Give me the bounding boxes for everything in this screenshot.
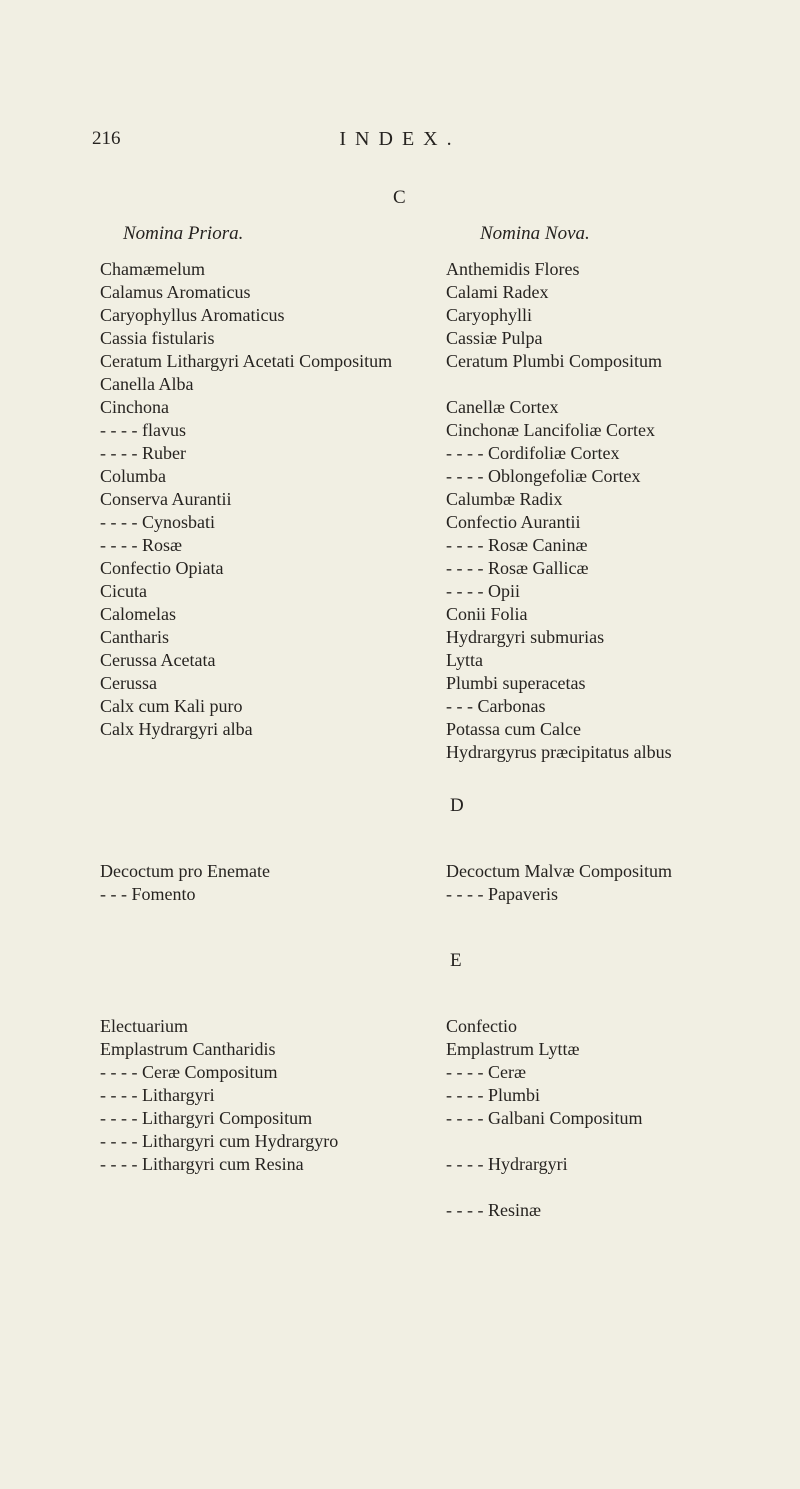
list-item: Calomelas	[100, 604, 176, 624]
list-item: Cerussa Acetata	[100, 650, 216, 670]
list-item: Emplastrum Lyttæ	[446, 1039, 580, 1059]
list-item: - - - - Opii	[446, 581, 520, 601]
section-d-old-names-list	[100, 860, 425, 906]
section-c-new-names-list	[446, 258, 776, 764]
list-item: - - - - flavus	[100, 420, 186, 440]
list-item: - - - - Lithargyri Compositum	[100, 1108, 313, 1128]
section-letter-c: C	[393, 187, 406, 208]
list-item: - - - - Lithargyri cum Hydrargyro	[100, 1131, 339, 1151]
page-number: 216	[92, 128, 121, 149]
list-item: - - - - Rosæ Gallicæ	[446, 558, 589, 578]
list-item: Plumbi superacetas	[446, 673, 586, 693]
list-item: Cinchonæ Lancifoliæ Cortex	[446, 420, 655, 440]
list-item: - - - - Papaveris	[446, 884, 558, 904]
list-item: Cassiæ Pulpa	[446, 328, 543, 348]
list-item: Caryophylli	[446, 305, 532, 325]
column-heading-new-names: Nomina Nova.	[480, 223, 590, 244]
list-item: Emplastrum Cantharidis	[100, 1039, 276, 1059]
list-item: Lytta	[446, 650, 483, 670]
list-item	[446, 1176, 776, 1199]
list-item: Canellæ Cortex	[446, 397, 559, 417]
list-item: Calumbæ Radix	[446, 489, 563, 509]
list-item: Decoctum Malvæ Compositum	[446, 861, 672, 881]
list-item: Cantharis	[100, 627, 169, 647]
section-e-new-names-list	[446, 1015, 776, 1222]
section-e-old-names-list	[100, 1015, 345, 1176]
list-item: Calx Hydrargyri alba	[100, 719, 253, 739]
list-item: Calami Radex	[446, 282, 549, 302]
list-item: - - - - Resinæ	[446, 1200, 541, 1220]
list-item: Confectio	[446, 1016, 517, 1036]
list-item: Cerussa	[100, 673, 157, 693]
list-item: Confectio Opiata	[100, 558, 224, 578]
list-item: Canella Alba	[100, 374, 194, 394]
list-item: Columba	[100, 466, 166, 486]
list-item: - - - - Oblongefoliæ Cortex	[446, 466, 641, 486]
list-item: Caryophyllus Aromaticus	[100, 305, 285, 325]
list-item: - - - - Galbani Compositum	[446, 1108, 643, 1128]
list-item	[446, 1130, 776, 1153]
list-item: - - - - Rosæ	[100, 535, 182, 555]
list-item: - - - - Cordifoliæ Cortex	[446, 443, 620, 463]
running-head: INDEX.	[339, 128, 461, 150]
list-item: Ceratum Lithargyri Acetati Compositum	[100, 351, 393, 371]
list-item: - - - Fomento	[100, 884, 196, 904]
list-item	[446, 373, 776, 396]
list-item: - - - - Lithargyri cum Resina	[100, 1154, 304, 1174]
list-item: - - - Carbonas	[446, 696, 546, 716]
list-item: - - - - Rosæ Caninæ	[446, 535, 588, 555]
list-item: - - - - Cynosbati	[100, 512, 215, 532]
list-item: - - - - Ceræ	[446, 1062, 526, 1082]
list-item: Cicuta	[100, 581, 147, 601]
list-item: - - - - Ruber	[100, 443, 186, 463]
list-item: Potassa cum Calce	[446, 719, 581, 739]
list-item: Cinchona	[100, 397, 169, 417]
list-item: Confectio Aurantii	[446, 512, 581, 532]
list-item: Conserva Aurantii	[100, 489, 232, 509]
list-item: Hydrargyrus præcipitatus albus	[446, 742, 672, 762]
section-letter-d: D	[450, 795, 464, 816]
column-heading-old-names: Nomina Priora.	[123, 223, 244, 244]
list-item: - - - - Lithargyri	[100, 1085, 215, 1105]
list-item: Calamus Aromaticus	[100, 282, 251, 302]
list-item: Chamæmelum	[100, 259, 205, 279]
list-item: Decoctum pro Enemate	[100, 861, 270, 881]
list-item: Ceratum Plumbi Compositum	[446, 351, 663, 371]
list-item: Anthemidis Flores	[446, 259, 580, 279]
list-item: - - - - Plumbi	[446, 1085, 540, 1105]
section-d-new-names-list	[446, 860, 776, 906]
list-item: - - - - Ceræ Compositum	[100, 1062, 278, 1082]
section-c-old-names-list	[100, 258, 425, 741]
section-letter-e: E	[450, 950, 462, 971]
list-item: Hydrargyri submurias	[446, 627, 605, 647]
list-item: Cassia fistularis	[100, 328, 215, 348]
list-item: Calx cum Kali puro	[100, 696, 243, 716]
list-item: Conii Folia	[446, 604, 528, 624]
list-item: Electuarium	[100, 1016, 188, 1036]
list-item: - - - - Hydrargyri	[446, 1154, 568, 1174]
